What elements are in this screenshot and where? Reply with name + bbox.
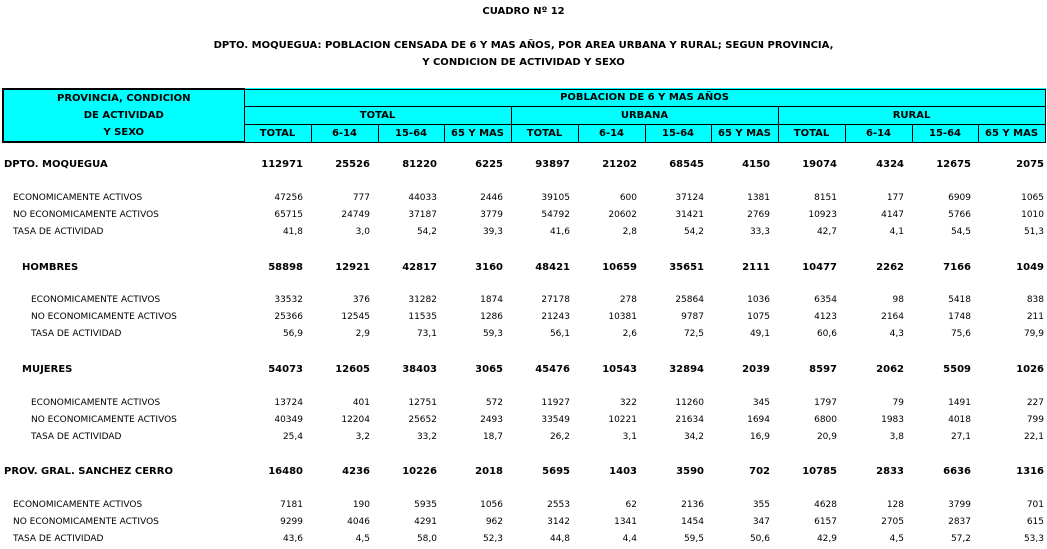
cell-value: 3065 [475, 364, 503, 375]
cell-value: 2262 [876, 262, 904, 273]
cell-value: 51,3 [1023, 227, 1044, 237]
cell-value: 376 [352, 295, 370, 305]
cell-value: 19074 [802, 159, 837, 170]
cell-value: 37187 [408, 210, 437, 220]
cell-value: 72,5 [683, 329, 704, 339]
cell-value: 62 [625, 500, 637, 510]
cell-value: 2164 [881, 312, 904, 322]
cell-value: 4,5 [355, 534, 370, 544]
cell-value: 8597 [809, 364, 837, 375]
cell-value: 1056 [480, 500, 503, 510]
cell-value: 5509 [943, 364, 971, 375]
cell-value: 25864 [675, 295, 704, 305]
cell-value: 702 [749, 466, 770, 477]
table-title-line-2: Y CONDICION DE ACTIVIDAD Y SEXO [422, 57, 625, 68]
row-label: NO ECONOMICAMENTE ACTIVOS [31, 415, 177, 425]
cell-value: 4628 [814, 500, 837, 510]
table-row [0, 259, 1047, 276]
column-header: TOTAL [511, 124, 578, 142]
cell-value: 4046 [347, 517, 370, 527]
cell-value: 2136 [681, 500, 704, 510]
cell-value: 48421 [535, 262, 570, 273]
row-label: TASA DE ACTIVIDAD [13, 534, 104, 544]
cell-value: 4,5 [889, 534, 904, 544]
cell-value: 16,9 [749, 432, 770, 442]
cell-value: 347 [752, 517, 770, 527]
table-row [0, 412, 1047, 429]
cell-value: 11927 [541, 398, 570, 408]
group-header-total: TOTAL [244, 107, 511, 125]
cell-value: 45476 [535, 364, 570, 375]
cell-value: 18,7 [482, 432, 503, 442]
cell-value: 81220 [402, 159, 437, 170]
cell-value: 1286 [480, 312, 503, 322]
cell-value: 44,8 [549, 534, 570, 544]
cell-value: 10221 [608, 415, 637, 425]
cell-value: 1748 [948, 312, 971, 322]
column-header: 6-14 [578, 124, 645, 142]
cell-value: 53,3 [1023, 534, 1044, 544]
cell-value: 1983 [881, 415, 904, 425]
cell-value: 4291 [414, 517, 437, 527]
cell-value: 98 [892, 295, 904, 305]
cell-value: 12751 [408, 398, 437, 408]
cell-value: 3142 [547, 517, 570, 527]
cell-value: 12545 [341, 312, 370, 322]
cell-value: 12921 [335, 262, 370, 273]
cell-value: 25526 [335, 159, 370, 170]
cell-value: 2,6 [622, 329, 637, 339]
cell-value: 1010 [1021, 210, 1044, 220]
cell-value: 59,3 [482, 329, 503, 339]
cell-value: 25366 [274, 312, 303, 322]
cell-value: 37124 [675, 193, 704, 203]
cell-value: 25,4 [282, 432, 303, 442]
cell-value: 2553 [547, 500, 570, 510]
cell-value: 2833 [876, 466, 904, 477]
cell-value: 75,6 [950, 329, 971, 339]
cell-value: 190 [352, 500, 370, 510]
cell-value: 1316 [1016, 466, 1044, 477]
cell-value: 35651 [669, 262, 704, 273]
cell-value: 54,5 [950, 227, 971, 237]
column-header: 15-64 [912, 124, 978, 142]
cell-value: 12605 [335, 364, 370, 375]
cell-value: 93897 [535, 159, 570, 170]
table-row [0, 326, 1047, 343]
cell-value: 21202 [602, 159, 637, 170]
column-header: 65 Y MAS [978, 124, 1045, 142]
row-label: ECONOMICAMENTE ACTIVOS [13, 500, 143, 510]
cell-value: 41,8 [282, 227, 303, 237]
cell-value: 177 [886, 193, 904, 203]
cell-value: 10226 [402, 466, 437, 477]
cell-value: 11260 [675, 398, 704, 408]
table-row [0, 531, 1047, 548]
table-row [0, 224, 1047, 241]
cell-value: 42,7 [816, 227, 837, 237]
cell-value: 34,2 [683, 432, 704, 442]
cell-value: 211 [1026, 312, 1044, 322]
cell-value: 2062 [876, 364, 904, 375]
cell-value: 128 [886, 500, 904, 510]
cell-value: 4236 [342, 466, 370, 477]
cell-value: 6909 [948, 193, 971, 203]
cell-value: 39105 [541, 193, 570, 203]
cell-value: 54,2 [416, 227, 437, 237]
row-label: TASA DE ACTIVIDAD [31, 329, 122, 339]
row-label: HOMBRES [22, 262, 79, 273]
cell-value: 4123 [814, 312, 837, 322]
cell-value: 10923 [808, 210, 837, 220]
cell-value: 3779 [480, 210, 503, 220]
cell-value: 73,1 [416, 329, 437, 339]
cell-value: 79,9 [1023, 329, 1044, 339]
table-row [0, 429, 1047, 446]
cell-value: 401 [352, 398, 370, 408]
cell-value: 1454 [681, 517, 704, 527]
cell-value: 4,1 [889, 227, 904, 237]
cell-value: 4018 [948, 415, 971, 425]
cell-value: 962 [485, 517, 503, 527]
row-label: NO ECONOMICAMENTE ACTIVOS [13, 210, 159, 220]
cell-value: 5766 [948, 210, 971, 220]
cell-value: 33,3 [749, 227, 770, 237]
cell-value: 2018 [475, 466, 503, 477]
cell-value: 12204 [341, 415, 370, 425]
cell-value: 355 [752, 500, 770, 510]
cell-value: 65715 [274, 210, 303, 220]
cell-value: 1075 [747, 312, 770, 322]
cell-value: 21243 [541, 312, 570, 322]
cell-value: 13724 [274, 398, 303, 408]
table-row [0, 292, 1047, 309]
cell-value: 322 [619, 398, 637, 408]
cell-value: 32894 [669, 364, 704, 375]
cell-value: 26,2 [549, 432, 570, 442]
cell-value: 39,3 [482, 227, 503, 237]
cell-value: 49,1 [749, 329, 770, 339]
cell-value: 2039 [742, 364, 770, 375]
cell-value: 10381 [608, 312, 637, 322]
cell-value: 58898 [268, 262, 303, 273]
cell-value: 2769 [747, 210, 770, 220]
table-number: CUADRO Nº 12 [482, 6, 565, 17]
column-header: 15-64 [378, 124, 444, 142]
column-header: 6-14 [845, 124, 912, 142]
cell-value: 40349 [274, 415, 303, 425]
cell-value: 43,6 [282, 534, 303, 544]
column-header: 15-64 [645, 124, 711, 142]
cell-value: 6354 [814, 295, 837, 305]
cell-value: 1381 [747, 193, 770, 203]
cell-value: 1065 [1021, 193, 1044, 203]
cell-value: 21634 [675, 415, 704, 425]
cell-value: 27,1 [950, 432, 971, 442]
cell-value: 54073 [268, 364, 303, 375]
cell-value: 2837 [948, 517, 971, 527]
column-header: 65 Y MAS [711, 124, 778, 142]
cell-value: 600 [619, 193, 637, 203]
cell-value: 1049 [1016, 262, 1044, 273]
super-header: POBLACION DE 6 Y MAS AÑOS [244, 89, 1045, 107]
cell-value: 572 [485, 398, 503, 408]
cell-value: 2705 [881, 517, 904, 527]
cell-value: 3160 [475, 262, 503, 273]
cell-value: 2,8 [622, 227, 637, 237]
cell-value: 20602 [608, 210, 637, 220]
cell-value: 31421 [675, 210, 704, 220]
cell-value: 10659 [602, 262, 637, 273]
cell-value: 1036 [747, 295, 770, 305]
cell-value: 838 [1026, 295, 1044, 305]
row-label: TASA DE ACTIVIDAD [13, 227, 104, 237]
cell-value: 2075 [1016, 159, 1044, 170]
group-header-urbana: URBANA [511, 107, 778, 125]
cell-value: 2111 [742, 262, 770, 273]
cell-value: 6225 [475, 159, 503, 170]
cell-value: 6800 [814, 415, 837, 425]
cell-value: 6157 [814, 517, 837, 527]
cell-value: 2493 [480, 415, 503, 425]
table-header [2, 88, 1046, 143]
row-label: ECONOMICAMENTE ACTIVOS [31, 398, 161, 408]
cell-value: 615 [1026, 517, 1044, 527]
table-row [0, 463, 1047, 480]
table-row [0, 514, 1047, 531]
table-title-line-1: DPTO. MOQUEGUA: POBLACION CENSADA DE 6 Y MAS AÑOS, POR AREA URBANA Y RURAL; SEGUN PROVINCIA, [213, 40, 834, 51]
cell-value: 1403 [609, 466, 637, 477]
table-row [0, 497, 1047, 514]
cell-value: 10785 [802, 466, 837, 477]
column-header: TOTAL [244, 124, 311, 142]
table-row [0, 309, 1047, 326]
cell-value: 7181 [280, 500, 303, 510]
cell-value: 799 [1026, 415, 1044, 425]
cell-value: 7166 [943, 262, 971, 273]
cell-value: 4,4 [622, 534, 637, 544]
cell-value: 33532 [274, 295, 303, 305]
cell-value: 42817 [402, 262, 437, 273]
row-label: ECONOMICAMENTE ACTIVOS [31, 295, 161, 305]
cell-value: 33,2 [416, 432, 437, 442]
cell-value: 1797 [814, 398, 837, 408]
column-header: 65 Y MAS [444, 124, 511, 142]
cell-value: 1026 [1016, 364, 1044, 375]
cell-value: 24749 [341, 210, 370, 220]
cell-value: 42,9 [816, 534, 837, 544]
cell-value: 5935 [414, 500, 437, 510]
stub-header [3, 89, 244, 142]
row-label: MUJERES [22, 364, 73, 375]
cell-value: 27178 [541, 295, 570, 305]
row-label: NO ECONOMICAMENTE ACTIVOS [31, 312, 177, 322]
cell-value: 59,5 [683, 534, 704, 544]
cell-value: 60,6 [816, 329, 837, 339]
cell-value: 54792 [541, 210, 570, 220]
cell-value: 2446 [480, 193, 503, 203]
cell-value: 57,2 [950, 534, 971, 544]
cell-value: 3799 [948, 500, 971, 510]
cell-value: 6636 [943, 466, 971, 477]
cell-value: 9299 [280, 517, 303, 527]
stub-header-line: PROVINCIA, CONDICION [56, 93, 191, 104]
cell-value: 2,9 [355, 329, 370, 339]
table-row [0, 395, 1047, 412]
cell-value: 16480 [268, 466, 303, 477]
stub-header-line: Y SEXO [103, 127, 145, 138]
cell-value: 11535 [408, 312, 437, 322]
cell-value: 56,1 [549, 329, 570, 339]
cell-value: 56,9 [282, 329, 303, 339]
cell-value: 47256 [274, 193, 303, 203]
cell-value: 12675 [936, 159, 971, 170]
row-label: DPTO. MOQUEGUA [4, 159, 108, 170]
cell-value: 1341 [614, 517, 637, 527]
column-header: TOTAL [778, 124, 845, 142]
cell-value: 227 [1026, 398, 1044, 408]
cell-value: 41,6 [549, 227, 570, 237]
cell-value: 345 [752, 398, 770, 408]
cell-value: 52,3 [482, 534, 503, 544]
table-row [0, 207, 1047, 224]
cell-value: 38403 [402, 364, 437, 375]
column-header: 6-14 [311, 124, 378, 142]
row-label: TASA DE ACTIVIDAD [31, 432, 122, 442]
cell-value: 50,6 [749, 534, 770, 544]
row-label: ECONOMICAMENTE ACTIVOS [13, 193, 143, 203]
cell-value: 112971 [261, 159, 303, 170]
cell-value: 25652 [408, 415, 437, 425]
group-header-rural: RURAL [778, 107, 1045, 125]
cell-value: 44033 [408, 193, 437, 203]
cell-value: 68545 [669, 159, 704, 170]
cell-value: 3,8 [889, 432, 904, 442]
cell-value: 4,3 [889, 329, 904, 339]
cell-value: 10543 [602, 364, 637, 375]
cell-value: 3,1 [622, 432, 637, 442]
cell-value: 3,2 [355, 432, 370, 442]
cell-value: 54,2 [683, 227, 704, 237]
cell-value: 4147 [881, 210, 904, 220]
cell-value: 3,0 [355, 227, 370, 237]
cell-value: 58,0 [416, 534, 437, 544]
cell-value: 31282 [408, 295, 437, 305]
row-label: PROV. GRAL. SANCHEZ CERRO [4, 466, 173, 477]
cell-value: 278 [619, 295, 637, 305]
cell-value: 33549 [541, 415, 570, 425]
cell-value: 3590 [676, 466, 704, 477]
cell-value: 5695 [542, 466, 570, 477]
cell-value: 4150 [742, 159, 770, 170]
row-label: NO ECONOMICAMENTE ACTIVOS [13, 517, 159, 527]
table-row [0, 190, 1047, 207]
cell-value: 22,1 [1023, 432, 1044, 442]
cell-value: 777 [352, 193, 370, 203]
cell-value: 8151 [814, 193, 837, 203]
cell-value: 701 [1026, 500, 1044, 510]
cell-value: 1694 [747, 415, 770, 425]
cell-value: 1491 [948, 398, 971, 408]
cell-value: 20,9 [816, 432, 837, 442]
table-row [0, 156, 1047, 173]
cell-value: 79 [892, 398, 904, 408]
cell-value: 1874 [480, 295, 503, 305]
cell-value: 10477 [802, 262, 837, 273]
cell-value: 4324 [876, 159, 904, 170]
cell-value: 9787 [681, 312, 704, 322]
cell-value: 5418 [948, 295, 971, 305]
table-row [0, 361, 1047, 378]
stub-header-line: DE ACTIVIDAD [83, 110, 164, 121]
